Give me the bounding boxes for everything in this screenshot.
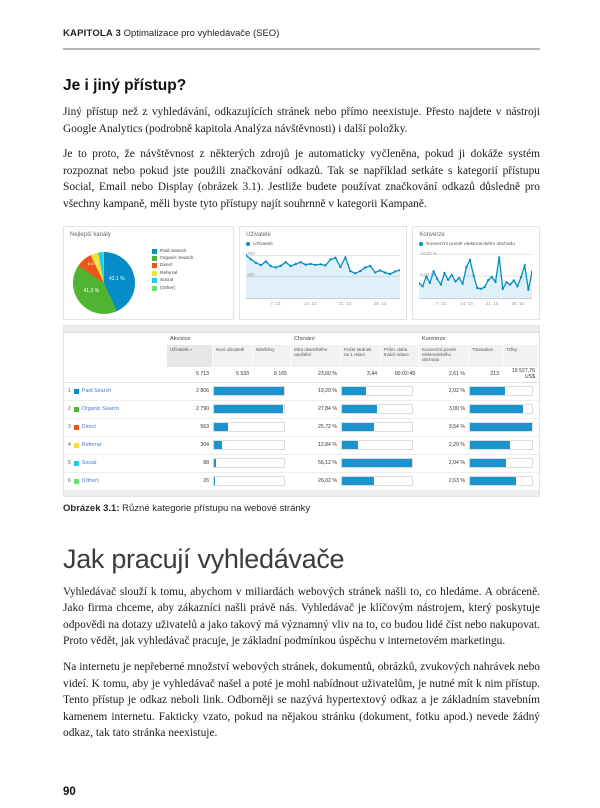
users-bar	[213, 440, 291, 450]
x-tick: 21. 10.	[485, 300, 500, 306]
summary-value: 5 713	[196, 371, 209, 378]
legend-item	[152, 256, 193, 261]
legend-swatch	[152, 263, 157, 268]
users-bar	[213, 458, 291, 468]
table-column-headers	[64, 345, 539, 367]
table-bottom-strip	[64, 491, 539, 496]
channel-link[interactable]: (Other)	[81, 478, 99, 485]
legend-item	[152, 278, 193, 283]
y-tick: 10,00 %	[420, 250, 437, 256]
bounce-bar	[341, 404, 419, 414]
conversion-value: 2,02 %	[448, 388, 465, 395]
channel-cell	[64, 406, 167, 412]
channel-link[interactable]: Paid Search	[81, 388, 112, 395]
summary-value: 2,61 %	[448, 371, 465, 378]
conversions-legend	[419, 242, 533, 247]
users-value: 304	[200, 442, 209, 449]
group-header-akvizice: Akvizice	[170, 335, 191, 342]
panel-title: Nejlepší kanály	[70, 231, 111, 238]
users-line-chart	[246, 250, 400, 299]
table-row	[64, 437, 539, 455]
y-tick: 200	[247, 271, 255, 277]
legend-label: Organic Search	[160, 255, 194, 261]
header-rule	[63, 48, 540, 50]
chapter-title: Optimalizace pro vyhledávače (SEO)	[123, 28, 280, 39]
row-rank: 5	[68, 460, 71, 467]
channel-cell	[64, 478, 167, 484]
legend-swatch	[152, 256, 157, 261]
legend-label: (Other)	[160, 285, 176, 291]
table-row	[64, 419, 539, 437]
channel-cell	[64, 442, 167, 448]
summary-value: 213	[490, 371, 499, 378]
panel-conversions	[412, 226, 540, 320]
bounce-bar	[341, 476, 419, 486]
users-bar	[213, 386, 291, 396]
paragraph: Na internetu je nepřeberné množství webových stránek, dokumentů, obrázků, zvukových nahrávek nebo videí. K tomu, aby je vyhledávač našel a poté je mohl nabídnout uživatelům, je nutné mít k nim přístup. Tento přístup je odkaz neboli link. Odborněji se nazývá hypertextový odkaz a je základním stavebním kamenem internetu. Fakticky vzato, pokud na nějakou stránku (dokument, fotku apod.) nevede žádný odkaz, tak tato stránka neexistuje.	[63, 660, 540, 740]
column-header[interactable]: Návštěvy	[253, 345, 290, 367]
x-tick: 28. 10.	[373, 300, 388, 306]
chapter-label: KAPITOLA 3	[63, 28, 121, 39]
channel-cell	[64, 460, 167, 466]
y-tick: 5,00 %	[420, 271, 435, 277]
bounce-bar	[341, 440, 419, 450]
legend-swatch	[152, 286, 157, 291]
bounce-bar	[341, 422, 419, 432]
series-dot-icon	[419, 242, 423, 246]
bounce-bar	[341, 386, 419, 396]
bounce-value: 26,02 %	[317, 478, 337, 485]
users-legend	[246, 242, 400, 247]
x-tick: 7. 10.	[270, 300, 282, 306]
panel-title: Konverze	[419, 231, 445, 238]
table-row	[64, 401, 539, 419]
channel-link[interactable]: Social	[81, 460, 97, 467]
series-dot-icon	[246, 242, 250, 246]
conversion-value: 3,00 %	[448, 406, 465, 413]
column-header[interactable]: Počet stránek na 1 relaci	[341, 345, 380, 367]
channel-link[interactable]: Direct	[81, 424, 96, 431]
panel-users	[239, 226, 407, 320]
x-axis-ticks	[419, 299, 533, 307]
bounce-value: 27,84 %	[317, 406, 337, 413]
bounce-value: 12,84 %	[317, 442, 337, 449]
table-summary-row	[64, 367, 539, 383]
sort-arrow-icon: ▾	[189, 346, 192, 352]
x-tick: 7. 10.	[435, 300, 448, 306]
y-tick: 400	[247, 250, 255, 256]
table-group-headers	[64, 333, 539, 345]
panel-title: Uživatelé	[246, 231, 271, 238]
column-header-users[interactable]: Uživatelé ▾	[167, 345, 212, 367]
figure-caption	[63, 503, 540, 514]
conversion-value: 3,54 %	[448, 424, 465, 431]
section-heading-primary: Je i jiný přístup?	[63, 77, 187, 94]
legend-item	[152, 249, 193, 254]
group-header-chovani: Chování	[294, 335, 315, 342]
channels-pie-chart	[73, 252, 135, 314]
channels-table-body	[64, 383, 539, 491]
channel-cell	[64, 388, 167, 394]
legend-item	[152, 263, 193, 268]
bounce-value: 19,29 %	[317, 388, 337, 395]
caption-label: Obrázek 3.1:	[63, 502, 120, 514]
pie-slice-label: 41,3 %	[83, 287, 100, 294]
summary-value: 3,44	[366, 371, 377, 378]
series-label: Konverzní poměr elektronického obchodu	[426, 241, 515, 247]
channel-color-swatch	[74, 425, 79, 430]
column-header[interactable]: Konverzní poměr elektronického obchodu	[419, 345, 468, 367]
bounce-bar	[341, 458, 419, 468]
section-heading-secondary: Jak pracují vyhledávače	[63, 543, 345, 574]
channel-color-swatch	[74, 443, 79, 448]
conversion-bar	[469, 440, 539, 450]
row-rank: 4	[68, 442, 71, 449]
group-header-konverze: Konverze	[422, 335, 446, 342]
bounce-value: 56,12 %	[317, 460, 337, 467]
page-content	[63, 0, 540, 742]
figure-analytics-screenshot	[63, 226, 540, 497]
summary-value: 00:02:49	[394, 371, 415, 378]
column-header[interactable]: Tržby	[503, 345, 538, 367]
channel-color-swatch	[74, 407, 79, 412]
users-bar	[213, 422, 291, 432]
channel-color-swatch	[74, 389, 79, 394]
conversion-bar	[469, 476, 539, 486]
conversion-bar	[469, 458, 539, 468]
row-rank: 1	[68, 388, 71, 395]
column-header[interactable]: Transakce	[469, 345, 502, 367]
analytics-panels-row	[63, 226, 540, 320]
legend-swatch	[152, 271, 157, 276]
users-chart	[246, 250, 400, 307]
channels-table	[63, 325, 540, 497]
x-tick: 14. 10.	[303, 300, 318, 306]
paragraph: Je to proto, že návštěvnost z některých zdrojů je automaticky vyčleněna, pokud ji dokáže systém rozpoznat nebo pokud jste použili značkování odkazů. Tak se například setkáte s kategorií přístupu Social, Email nebo Display (obrázek 3.1). Jestliže budete používat značkování odkazů důsledně pro všechny kampaně, měli byste tyto přístupy najít souhrnně v kategorii Kampaně.	[63, 148, 540, 210]
paragraph: Jiný přístup než z vyhledávání, odkazujících stránek nebo přímo neexistuje. Přesto najdete v nástroji Google Analytics (podrobně kapitola Analýza návštěvnosti) i další položky.	[63, 106, 540, 135]
x-axis-ticks	[246, 299, 400, 307]
conversion-value: 2,29 %	[448, 442, 465, 449]
conversion-value: 2,04 %	[448, 460, 465, 467]
row-rank: 2	[68, 406, 71, 413]
pie-slice-label: 43,1 %	[108, 276, 125, 283]
table-toolbar-strip	[64, 326, 539, 333]
column-header[interactable]: Prům. doba trvání relace	[381, 345, 418, 367]
summary-value: 5 533	[236, 371, 249, 378]
users-bar	[213, 404, 291, 414]
legend-label: Referral	[160, 270, 178, 276]
row-rank: 3	[68, 424, 71, 431]
summary-value: 19 527,76 US$	[511, 368, 535, 381]
caption-text: Různé kategorie přístupu na webové stránky	[122, 502, 311, 514]
running-header	[63, 0, 540, 39]
x-tick: 28. 10.	[511, 300, 526, 306]
channel-cell	[64, 424, 167, 430]
legend-label: Social	[160, 278, 174, 284]
conversion-bar	[469, 404, 539, 414]
users-value: 88	[203, 460, 209, 467]
users-value: 26	[203, 478, 209, 485]
legend-item	[152, 286, 193, 291]
summary-value: 23,60 %	[317, 371, 337, 378]
x-tick: 21. 10.	[338, 300, 353, 306]
page-number: 90	[63, 786, 76, 798]
legend-item	[152, 271, 193, 276]
summary-value: 8 165	[274, 371, 287, 378]
pie-slice-label: 8,5 %	[87, 260, 99, 266]
series-label: Uživatelé	[253, 241, 273, 247]
paragraph: Vyhledávač slouží k tomu, abychom v miliardách webových stránek našli to, co hledáme. A obráceně. Jako firma chceme, aby zákazníci našli právě nás. Vyhledávač je klíčovým nástrojem, který poskytuje odpovědi na dotazy uživatelů a jako takový má významný vliv na to, co budou lidé číst nebo nakupovat. Proto vědět, jak vyhledávač pracuje, je základní podmínkou úspěchu v internetovém marketingu.	[63, 585, 540, 648]
conversions-chart	[419, 250, 533, 307]
conversion-bar	[469, 386, 539, 396]
channel-link[interactable]: Referral	[81, 442, 101, 449]
table-row	[64, 383, 539, 401]
conversion-bar	[469, 422, 539, 432]
legend-swatch	[152, 278, 157, 283]
row-rank: 6	[68, 478, 71, 485]
conversions-line-chart	[419, 250, 532, 299]
users-value: 2 806	[196, 388, 209, 395]
users-value: 563	[200, 424, 209, 431]
legend-swatch	[152, 249, 157, 254]
channel-color-swatch	[74, 479, 79, 484]
users-value: 2 790	[196, 406, 209, 413]
column-header[interactable]: Míra okamžitého opuštění	[291, 345, 340, 367]
column-header[interactable]: Noví uživatelé	[213, 345, 252, 367]
channel-color-swatch	[74, 461, 79, 466]
panel-top-channels	[63, 226, 234, 320]
legend-label: Paid Search	[160, 248, 187, 254]
table-row	[64, 455, 539, 473]
x-tick: 14. 10.	[460, 300, 474, 306]
conversion-value: 2,63 %	[448, 478, 465, 485]
table-row	[64, 473, 539, 491]
channel-link[interactable]: Organic Search	[81, 406, 120, 413]
bounce-value: 25,72 %	[317, 424, 337, 431]
legend-label: Direct	[160, 263, 173, 269]
users-bar	[213, 476, 291, 486]
channels-legend	[152, 249, 193, 293]
